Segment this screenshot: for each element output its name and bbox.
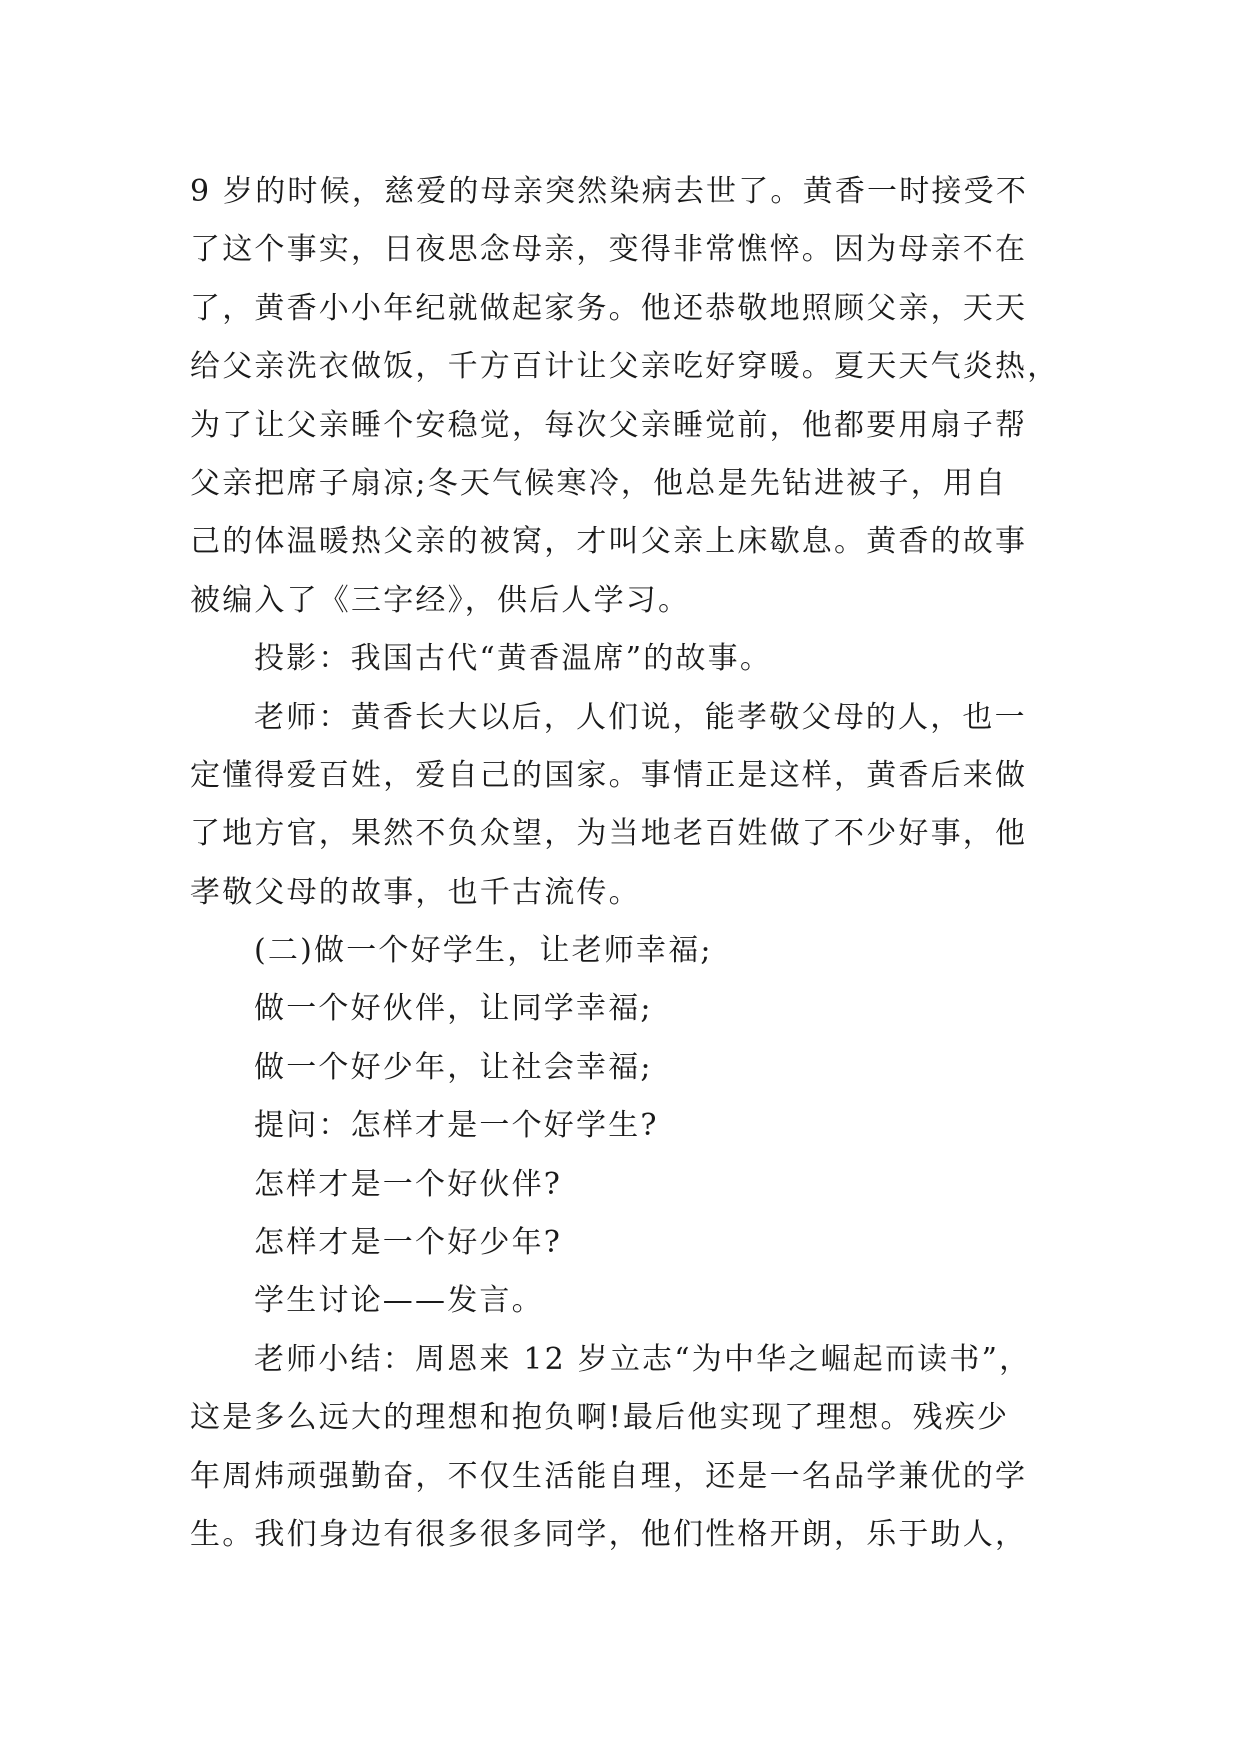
text-line: 己的体温暖热父亲的被窝，才叫父亲上床歇息。黄香的故事	[190, 524, 1028, 560]
text-line: 学生讨论——发言。	[254, 1283, 544, 1319]
text-line: 怎样才是一个好伙伴?	[254, 1166, 563, 1202]
text-line: 做一个好少年，让社会幸福;	[254, 1049, 653, 1085]
text-line: 了这个事实，日夜思念母亲，变得非常憔悴。因为母亲不在	[190, 232, 1028, 268]
text-line: 给父亲洗衣做饭，千方百计让父亲吃好穿暖。夏天天气炎热，	[190, 349, 1060, 385]
text-line: 怎样才是一个好少年?	[254, 1225, 563, 1261]
text-line: 老师：黄香长大以后，人们说，能孝敬父母的人，也一	[254, 699, 1027, 735]
text-line: 生。我们身边有很多很多同学，他们性格开朗，乐于助人，	[190, 1516, 1028, 1552]
text-line: 为了让父亲睡个安稳觉，每次父亲睡觉前，他都要用扇子帮	[190, 407, 1028, 443]
text-line: 老师小结：周恩来 12 岁立志“为中华之崛起而读书”，	[254, 1341, 1032, 1377]
text-line: 提问：怎样才是一个好学生?	[254, 1108, 659, 1144]
text-line: 9 岁的时候，慈爱的母亲突然染病去世了。黄香一时接受不	[190, 174, 1029, 209]
text-line: 定懂得爱百姓，爱自己的国家。事情正是这样，黄香后来做	[190, 757, 1028, 793]
text-line: 父亲把席子扇凉;冬天气候寒冷，他总是先钻进被子，用自	[190, 465, 1008, 501]
document-body	[190, 163, 1065, 1564]
text-line: 投影：我国古代“黄香温席”的故事。	[254, 641, 773, 677]
text-line: 做一个好伙伴，让同学幸福;	[254, 991, 653, 1027]
text-line: 了，黄香小小年纪就做起家务。他还恭敬地照顾父亲，天天	[190, 290, 1028, 326]
text-line: (二)做一个好学生，让老师幸福;	[254, 933, 713, 969]
text-line: 被编入了《三字经》，供后人学习。	[190, 582, 691, 618]
text-line: 孝敬父母的故事，也千古流传。	[190, 874, 641, 910]
text-line: 这是多么远大的理想和抱负啊!最后他实现了理想。残疾少	[190, 1400, 1010, 1436]
text-line: 年周炜顽强勤奋，不仅生活能自理，还是一名品学兼优的学	[190, 1458, 1028, 1494]
text-line: 了地方官，果然不负众望，为当地老百姓做了不少好事，他	[190, 816, 1028, 852]
